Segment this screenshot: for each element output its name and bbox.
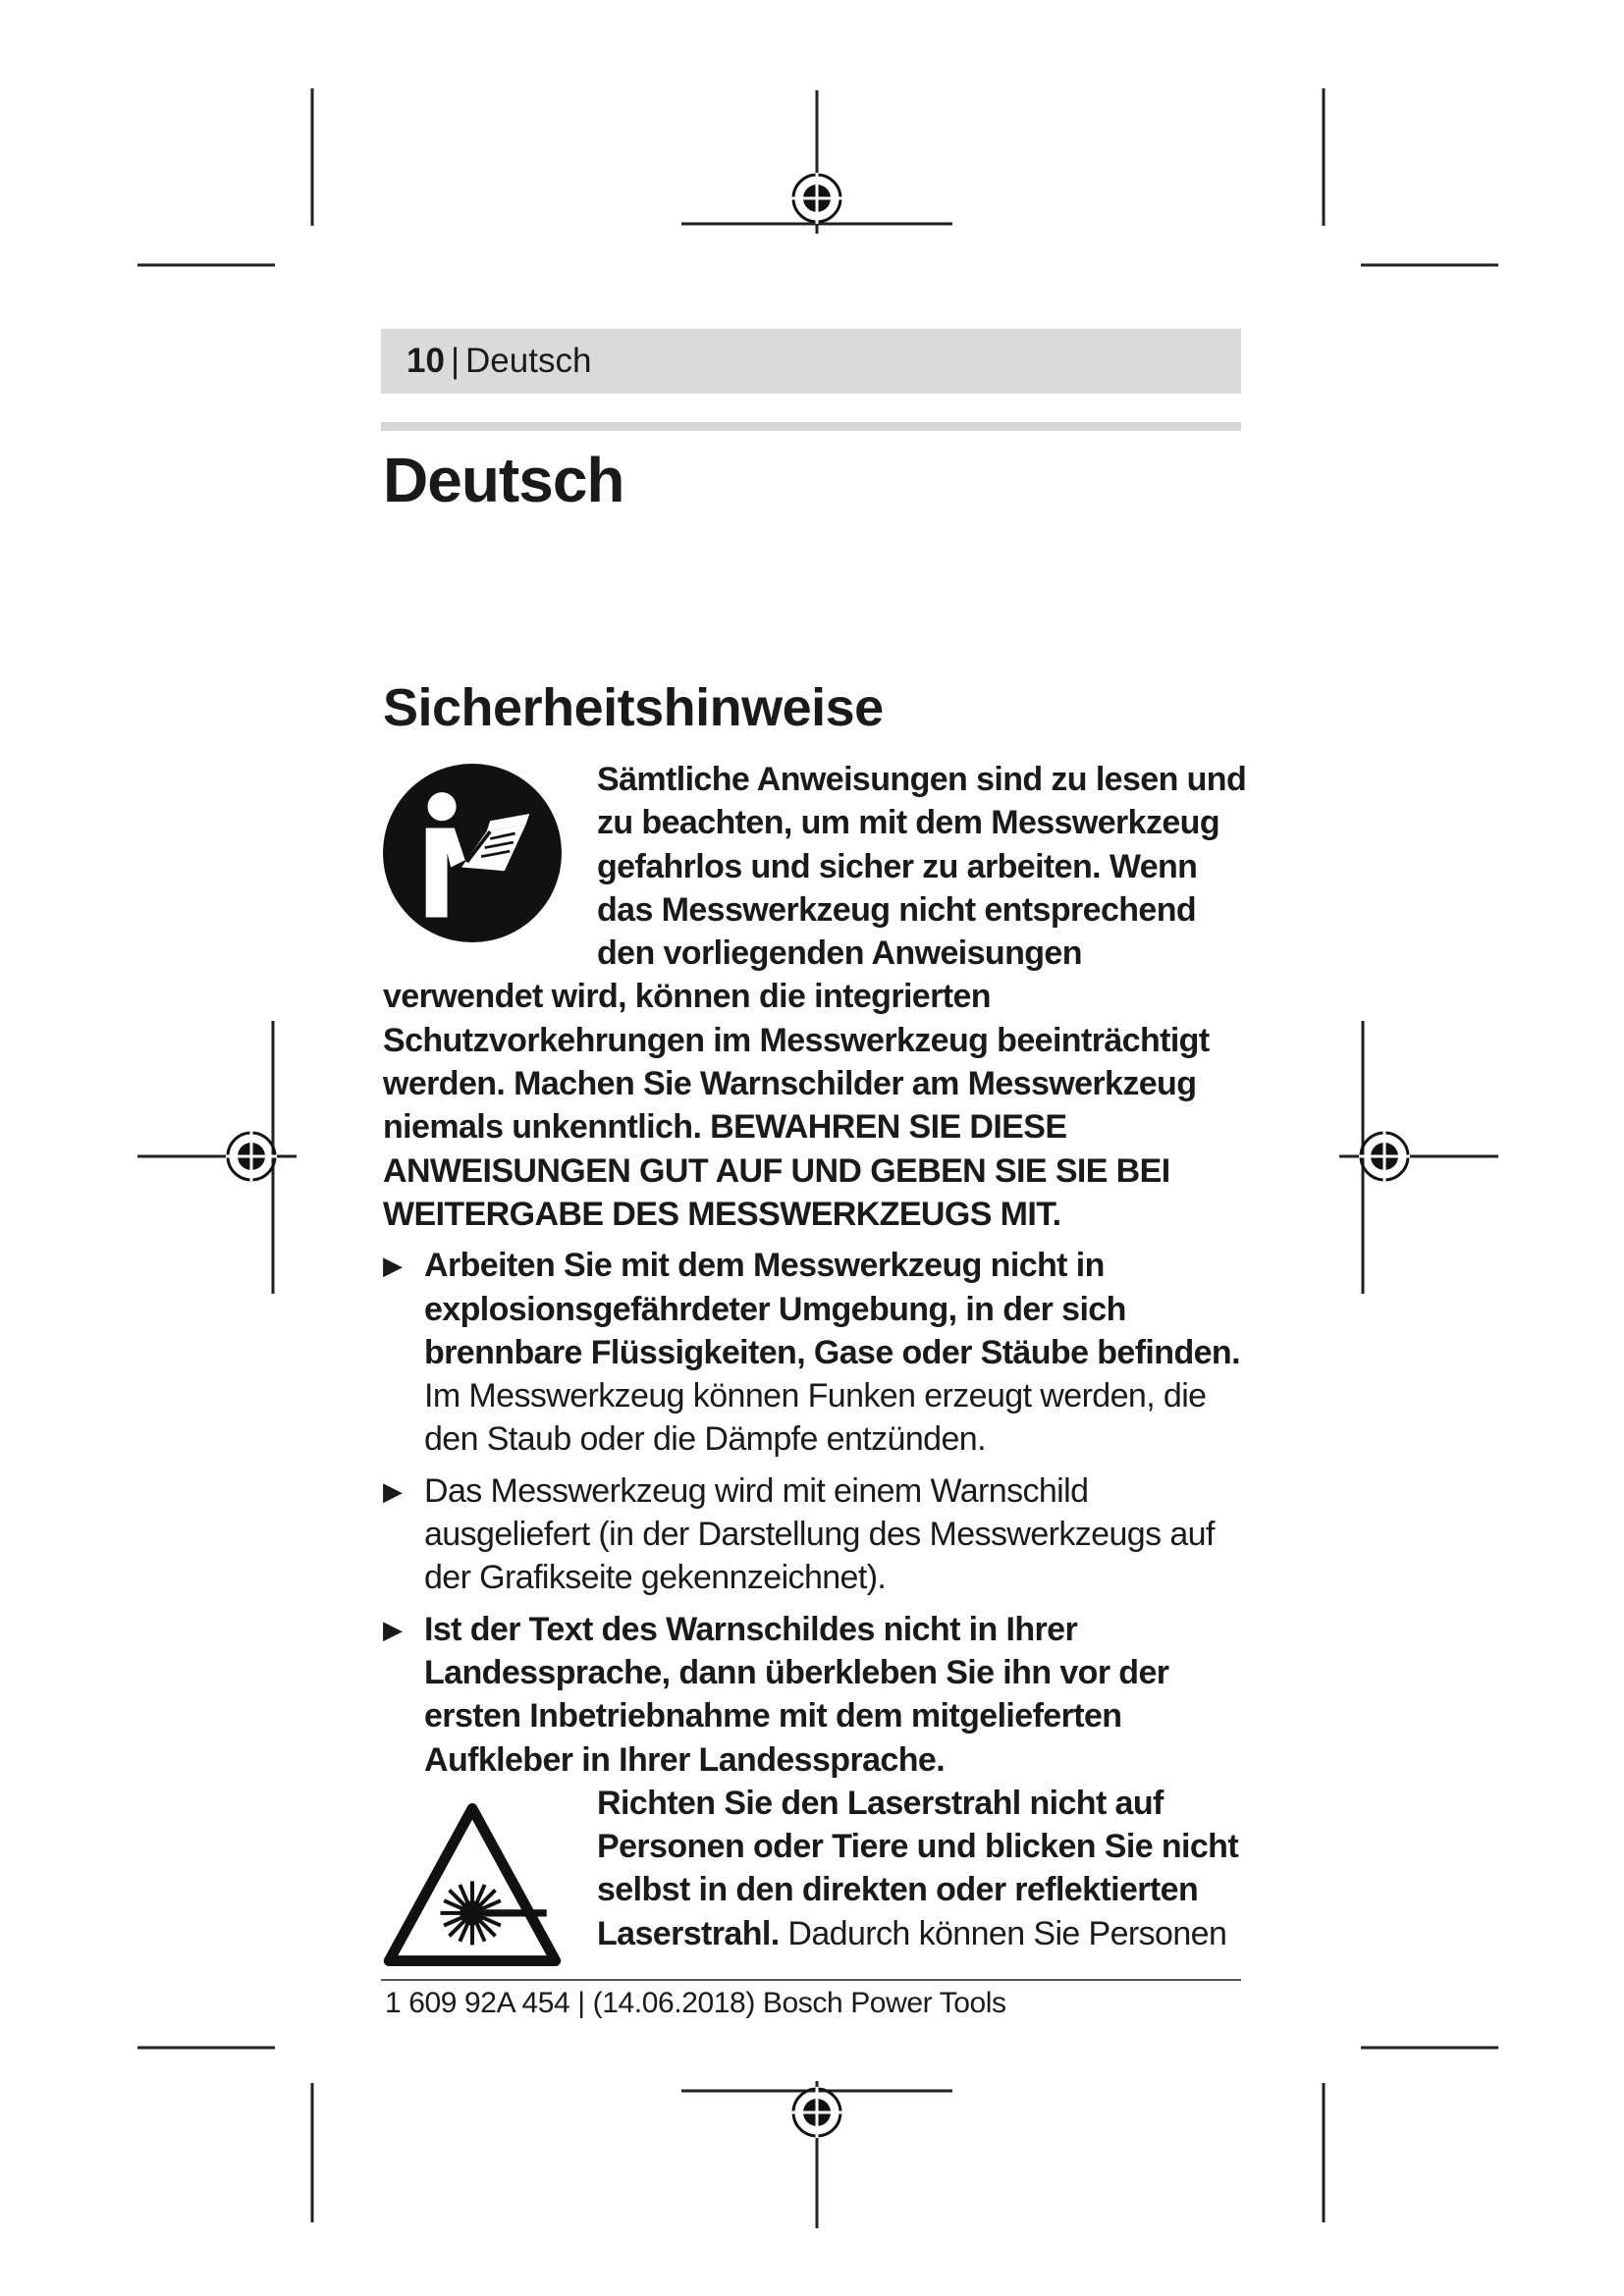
footer-rule [381, 1979, 1241, 1981]
intro-block [383, 758, 1247, 1236]
doc-date: (14.06.2018) [592, 1987, 755, 2019]
intro-text: Sämtliche Anweisungen sind zu lesen und zu beachten, um mit dem Messwerkzeug gefahrlos und sicher zu arbeiten. Wenn das Messwerkzeug nicht entsprechend den vorliegenden Anweisungen verwendet wird, können die integrierten Schutzvorkehrungen im Messwerkzeug beeinträchtigt werden. Machen Sie Warnschilder am Messwerkzeug niemals unkenntlich. BEWAHREN SIE DIESE ANWEISUNGEN GUT AUF UND GEBEN SIE SIE BEI WEITERGABE DES MESSWERKZEUGS MIT. [383, 761, 1247, 1233]
doc-number: 1 609 92A 454 [385, 1987, 570, 2019]
bullet-normal-text: Das Messwerkzeug wird mit einem Warnschild ausgeliefert (in der Darstellung des Messwerkzeugs auf der Grafikseite gekennzeichnet). [424, 1471, 1215, 1597]
page-footer [385, 1987, 1006, 2020]
bullet-normal-text: Im Messwerkzeug können Funken erzeugt werden, die den Staub oder die Dämpfe entzünden. [424, 1377, 1207, 1459]
bullet-arrow-icon: ▶ [383, 1614, 403, 1644]
publisher: Bosch Power Tools [762, 1987, 1006, 2019]
laser-warning-bold: Richten Sie den Laserstrahl nicht auf Personen oder Tiere und blicken Sie nicht selbst in den direkten oder reflektierten Laserstrahl. [597, 1784, 1239, 1952]
list-item [383, 1608, 1247, 1782]
page-header [381, 329, 1241, 394]
laser-warning-block [383, 1782, 1247, 1955]
header-separator: | [450, 342, 460, 380]
bullet-arrow-icon: ▶ [383, 1475, 403, 1506]
header-language: Deutsch [465, 342, 592, 380]
bullet-arrow-icon: ▶ [383, 1251, 403, 1281]
read-manual-icon [383, 764, 562, 942]
registration-target-bottom [791, 2087, 842, 2138]
laser-warning-normal: Dadurch können Sie Personen [779, 1914, 1227, 1952]
list-item [383, 1244, 1247, 1461]
section-title: Sicherheitshinweise [383, 678, 884, 737]
page-number: 10 [406, 342, 445, 380]
list-item [383, 1469, 1247, 1600]
bullet-bold-text: Ist der Text des Warnschildes nicht in Ihrer Landessprache, dann überkleben Sie ihn vor der ersten Inbetriebnahme mit dem mitgelieferten Aufkleber in Ihrer Landessprache. [424, 1610, 1169, 1779]
footer-separator: | [577, 1987, 585, 2019]
registration-target-top [791, 173, 842, 224]
bullet-bold-text: Arbeiten Sie mit dem Messwerkzeug nicht in explosionsgefährdeter Umgebung, in der sich brennbare Flüssigkeiten, Gase oder Stäube befinden. [424, 1247, 1240, 1371]
registration-target-right [1359, 1131, 1410, 1182]
safety-content [383, 758, 1247, 1966]
header-rule [381, 422, 1241, 431]
laser-warning-icon [383, 1803, 562, 1966]
registration-target-left [226, 1131, 277, 1182]
page-title: Deutsch [383, 445, 624, 515]
